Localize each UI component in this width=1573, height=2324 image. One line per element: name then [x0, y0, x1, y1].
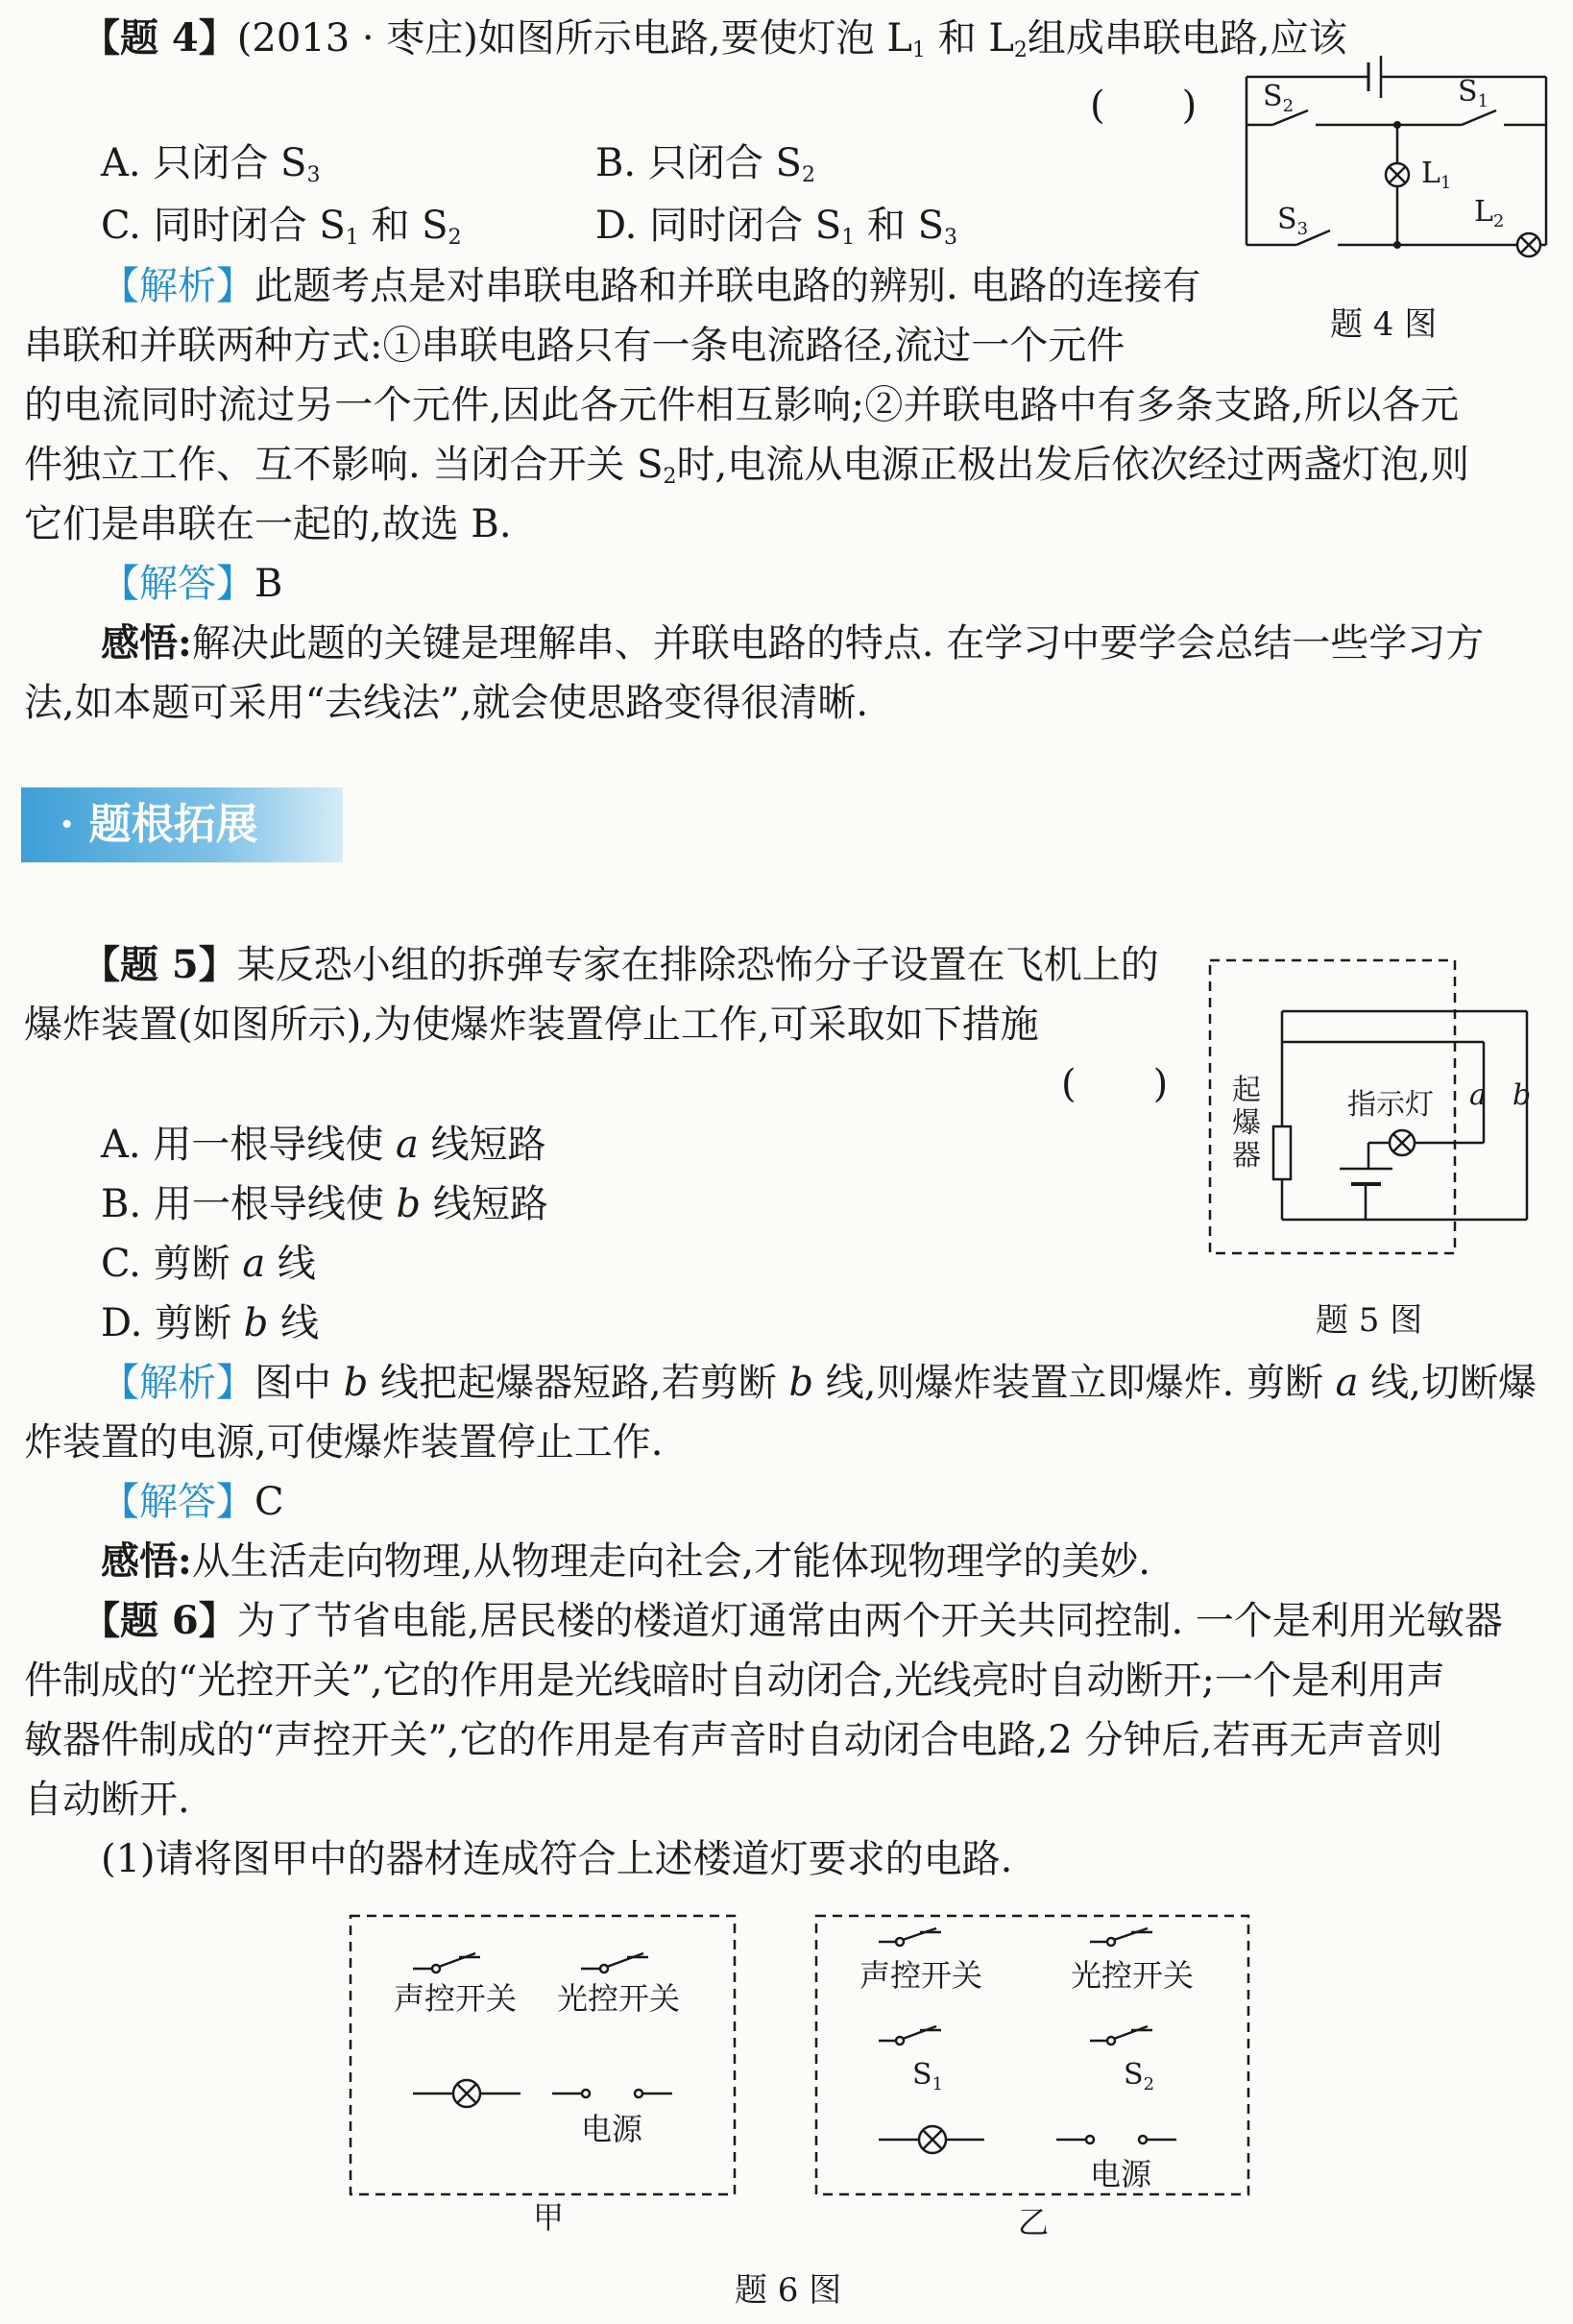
q5-reflect-line: 感悟:从生活走向物理,从物理走向社会,才能体现物理学的美妙.	[101, 1538, 1150, 1584]
q5-option-a: A. 用一根导线使 a 线短路	[101, 1123, 546, 1167]
q4-label-s1: $S_1$	[1458, 75, 1489, 111]
q4-answer-blank: ( )	[1090, 84, 1198, 128]
jia-sound-switch-label: 声控开关	[394, 1980, 518, 2017]
q4-label-l1: $L_1$	[1421, 157, 1452, 193]
q6-stem-line3: 敏器件制成的“声控开关”,它的作用是有声音时自动闭合电路,2 分钟后,若再无声音则	[24, 1718, 1443, 1762]
q4-tag: 【题 4】	[82, 15, 237, 61]
yi-light-switch-label: 光控开关	[1071, 1957, 1195, 1994]
q4-answer-tag: 【解答】	[101, 562, 254, 606]
q4-analysis-line2: 串联和并联两种方式:①串联电路只有一条电流路径,流过一个元件	[24, 324, 1125, 368]
yi-power-label: 电源	[1090, 2156, 1152, 2192]
q5-label-indicator: 指示灯	[1347, 1088, 1434, 1122]
q4-reflect-line2: 法,如本题可采用“去线法”,就会使思路变得很清晰.	[24, 681, 869, 725]
jia-light-switch-label: 光控开关	[557, 1980, 681, 2017]
yi-s2-label: $S_2$	[1124, 2058, 1155, 2094]
q5-analysis-tag: 【解析】	[101, 1361, 254, 1405]
q4-label-l2: $L_2$	[1474, 195, 1505, 231]
q4-circuit-diagram	[1239, 29, 1556, 298]
q4-option-a: A. 只闭合 $S_3$	[101, 141, 321, 187]
q5-answer-blank: ( )	[1061, 1062, 1169, 1106]
q5-option-d: D. 剪断 b 线	[101, 1301, 320, 1345]
q5-figure-caption: 题 5 图	[1316, 1301, 1423, 1340]
q4-label-s3: $S_3$	[1277, 203, 1309, 239]
section-title: · 题根拓展	[21, 787, 343, 862]
yi-figure-label: 乙	[1018, 2204, 1050, 2240]
q4-label-s2: $S_2$	[1263, 80, 1295, 116]
q5-analysis-line2: 炸装置的电源,可使爆炸装置停止工作.	[24, 1420, 664, 1465]
yi-sound-switch-label: 声控开关	[859, 1957, 983, 1994]
q4-figure-caption: 题 4 图	[1330, 305, 1438, 344]
q5-stem-line2: 爆炸装置(如图所示),为使爆炸装置停止工作,可采取如下措施	[24, 1003, 1039, 1047]
q5-option-c: C. 剪断 a 线	[101, 1242, 316, 1286]
q5-analysis-line1: 【解析】图中 b 线把起爆器短路,若剪断 b 线,则爆炸装置立即爆炸. 剪断 a 线,切断爆	[101, 1361, 1537, 1405]
q4-answer-line	[101, 555, 282, 613]
q4-stem-line1: 【题 4】(2013 · 枣庄)如图所示电路,要使灯泡 $L_1$ 和 $L_2$组成串联电路,应该	[82, 15, 1347, 62]
q4-analysis-line1: 【解析】此题考点是对串联电路和并联电路的辨别. 电路的连接有	[101, 264, 1201, 308]
q6-sub-question-1: (1)请将图甲中的器材连成符合上述楼道灯要求的电路.	[101, 1837, 1013, 1881]
q5-label-b: b	[1512, 1078, 1532, 1112]
q4-analysis-line4: 件独立工作、互不影响. 当闭合开关 $S_2$时,电流从电源正极出发后依次经过两盏灯泡,则	[24, 443, 1469, 489]
q6-figure-caption: 题 6 图	[735, 2271, 842, 2310]
q5-answer: C	[254, 1480, 284, 1524]
q5-option-b: B. 用一根导线使 b 线短路	[101, 1182, 548, 1226]
q5-answer-tag: 【解答】	[101, 1480, 254, 1524]
q5-reflect-tag: 感悟:	[101, 1538, 192, 1584]
q4-reflect-line1: 感悟:解决此题的关键是理解串、并联电路的特点. 在学习中要学会总结一些学习方	[101, 620, 1485, 666]
yi-s1-label: $S_1$	[912, 2058, 944, 2094]
q6-tag: 【题 6】	[82, 1598, 237, 1643]
q5-stem-line1: 【题 5】某反恐小组的拆弹专家在排除恐怖分子设置在飞机上的	[82, 942, 1159, 987]
q6-stem-line1: 【题 6】为了节省电能,居民楼的楼道灯通常由两个开关共同控制. 一个是利用光敏器	[82, 1598, 1503, 1643]
q4-option-d: D. 同时闭合 $S_1$ 和 $S_3$	[595, 204, 958, 250]
q6-stem-line2: 件制成的“光控开关”,它的作用是光线暗时自动闭合,光线亮时自动断开;一个是利用声	[24, 1658, 1445, 1703]
jia-figure-label: 甲	[533, 2199, 565, 2236]
q5-label-detonator: 起爆器	[1232, 1074, 1261, 1173]
q6-stem-line4: 自动断开.	[24, 1778, 190, 1822]
q4-analysis-tag: 【解析】	[101, 264, 254, 308]
q5-answer-line	[101, 1473, 284, 1531]
q4-option-b: B. 只闭合 $S_2$	[595, 141, 815, 187]
q4-analysis-line3: 的电流同时流过另一个元件,因此各元件相互影响;②并联电路中有多条支路,所以各元	[24, 383, 1460, 427]
q5-label-a: a	[1469, 1078, 1487, 1112]
q5-tag: 【题 5】	[82, 942, 237, 987]
q6-figure-jia	[346, 1911, 749, 2236]
q6-figure-yi	[811, 1911, 1253, 2247]
q4-answer: B	[254, 562, 283, 606]
jia-power-label: 电源	[581, 2111, 643, 2147]
q5-circuit-diagram	[1205, 956, 1551, 1272]
q4-option-c: C. 同时闭合 $S_1$ 和 $S_2$	[101, 204, 462, 250]
q4-analysis-line5: 它们是串联在一起的,故选 B.	[24, 502, 512, 546]
q4-reflect-tag: 感悟:	[101, 620, 192, 666]
